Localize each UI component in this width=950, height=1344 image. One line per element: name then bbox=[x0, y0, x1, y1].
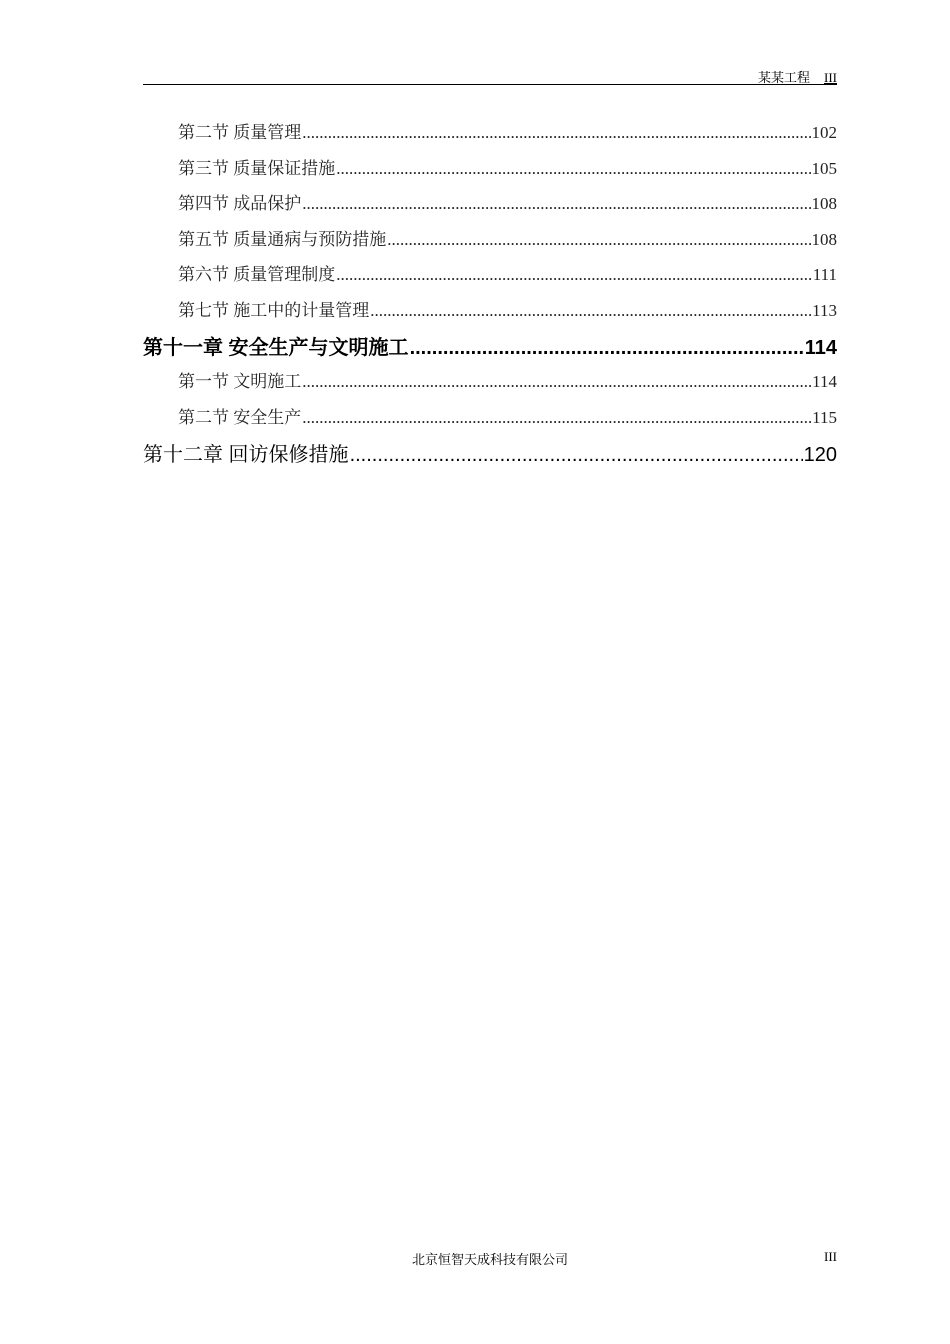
toc-entry-label: 第三节 质量保证措施 bbox=[178, 158, 336, 178]
toc-entry-label: 第四节 成品保护 bbox=[178, 194, 302, 213]
toc-chapter-entry[interactable] bbox=[143, 438, 837, 474]
toc-entry[interactable] bbox=[143, 189, 837, 225]
toc-entry-label: 第二节 质量管理 bbox=[178, 123, 302, 142]
header-page-number: III bbox=[824, 70, 837, 85]
toc-entry[interactable] bbox=[143, 225, 837, 261]
toc-entry[interactable] bbox=[143, 296, 837, 332]
toc-entry-label: 第五节 质量通病与预防措施 bbox=[178, 229, 387, 249]
toc-entry-page: 114 bbox=[804, 337, 837, 359]
toc-entry-page: 105 bbox=[811, 158, 837, 178]
toc-entry-label: 第一节 文明施工 bbox=[178, 372, 302, 391]
toc-leader-dots bbox=[302, 372, 811, 392]
toc-entry[interactable] bbox=[143, 260, 837, 296]
page-footer bbox=[143, 1249, 837, 1269]
toc-entry-label: 第十二章 回访保修措施 bbox=[143, 444, 349, 466]
toc-entry-page: 111 bbox=[812, 265, 837, 284]
toc-entry-label: 第二节 安全生产 bbox=[178, 407, 302, 427]
toc-entry[interactable] bbox=[143, 154, 837, 190]
toc-chapter-entry[interactable] bbox=[143, 331, 837, 367]
toc-entry-page: 108 bbox=[811, 194, 837, 213]
toc-entry-page: 120 bbox=[803, 444, 837, 466]
toc-leader-dots bbox=[387, 230, 810, 250]
toc-entry[interactable] bbox=[143, 403, 837, 439]
toc-entry-page: 115 bbox=[812, 407, 837, 427]
toc-leader-dots bbox=[302, 408, 811, 428]
toc-entry-label: 第六节 质量管理制度 bbox=[178, 265, 336, 284]
toc-entry-page: 102 bbox=[811, 123, 837, 142]
toc-leader-dots bbox=[370, 301, 811, 321]
toc-leader-dots bbox=[336, 159, 810, 179]
toc-entry[interactable] bbox=[143, 367, 837, 403]
toc-leader-dots bbox=[302, 194, 810, 214]
toc-leader-dots bbox=[336, 265, 812, 285]
header-title: 某某工程 bbox=[757, 70, 810, 85]
footer-page-number: III bbox=[824, 1249, 837, 1264]
toc-entry[interactable] bbox=[143, 118, 837, 154]
page-header bbox=[143, 62, 837, 85]
toc-entry-page: 108 bbox=[811, 229, 837, 249]
toc-entry-page: 114 bbox=[812, 372, 837, 391]
toc-entry-label: 第十一章 安全生产与文明施工 bbox=[143, 337, 409, 359]
toc-entry-label: 第七节 施工中的计量管理 bbox=[178, 300, 370, 320]
toc-leader-dots bbox=[350, 444, 803, 467]
toc-leader-dots bbox=[410, 337, 804, 360]
toc-leader-dots bbox=[302, 123, 810, 143]
header-right bbox=[758, 67, 837, 86]
footer-company: 北京恒智天成科技有限公司 bbox=[411, 1252, 568, 1267]
toc-entry-page: 113 bbox=[812, 300, 837, 320]
table-of-contents bbox=[143, 118, 837, 474]
